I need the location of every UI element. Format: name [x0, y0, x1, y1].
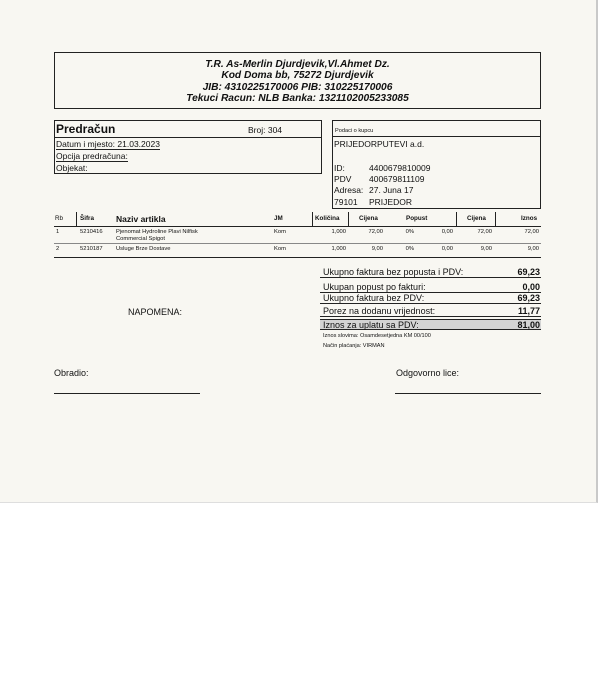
buyer-pdv-value: 400679811109: [369, 174, 425, 184]
total-no-discount-value: 69,23: [517, 267, 540, 277]
row-divider: [54, 243, 541, 244]
col-header-naziv: Naziv artikla: [116, 214, 166, 224]
row-cijena: 9,00: [371, 246, 383, 252]
company-ids: JIB: 4310225170006 PIB: 310225170006: [202, 81, 393, 93]
col-header-rb: Rb: [55, 215, 64, 222]
buyer-id-value: 4400679810009: [369, 163, 431, 173]
col-header-jm: JM: [274, 215, 283, 222]
prepared-by-signature-line: [54, 393, 200, 394]
row-iznos: 72,00: [524, 229, 539, 235]
document-title: Predračun: [56, 122, 116, 136]
total-vat: [320, 306, 541, 317]
buyer-postal: 79101: [334, 197, 358, 207]
table-bottom-divider: [54, 257, 541, 258]
document-option: Opcija predračuna:: [56, 151, 128, 161]
row-rb: 1: [56, 229, 60, 235]
buyer-caption: Podaci o kupcu: [335, 128, 374, 134]
total-discount-value: 0,00: [522, 282, 540, 292]
total-no-vat-value: 69,23: [517, 293, 540, 303]
col-header-popust: Popust: [406, 215, 428, 222]
company-name: T.R. As-Merlin Djurdjevik,Vl.Ahmet Dz.: [205, 59, 390, 70]
total-discount-label: Ukupan popust po fakturi:: [323, 282, 426, 292]
table-header-divider: [54, 226, 541, 227]
row-sifra: 5210416: [80, 229, 103, 235]
row-sifra: 5210187: [80, 246, 103, 252]
document-date-place: Datum i mjesto: 21.03.2023: [56, 139, 160, 149]
row-naziv: Usluge Brze Dostave: [116, 246, 171, 252]
col-header-cijena: Cijena: [348, 212, 378, 226]
buyer-name: PRIJEDORPUTEVI a.d.: [334, 139, 425, 149]
responsible-signature-line: [395, 393, 541, 394]
row-cijena2: 9,00: [480, 246, 492, 252]
row-popust-value: 0,00: [441, 229, 453, 235]
company-bank: Tekuci Racun: NLB Banka: 1321102005233085: [186, 92, 409, 104]
row-iznos: 9,00: [527, 246, 539, 252]
total-no-discount: [320, 267, 541, 278]
document-number: Broj: 304: [248, 125, 283, 135]
company-header: [54, 52, 541, 109]
row-popust-pct: 0%: [405, 229, 414, 235]
row-jm: Kom: [274, 229, 286, 235]
col-header-kolicina: Količina: [312, 212, 340, 226]
row-cijena2: 72,00: [477, 229, 492, 235]
note-label: NAPOMENA:: [128, 307, 183, 317]
responsible-person-label: Odgovorno lice:: [396, 368, 460, 378]
row-naziv: Pjenomat Hydroline Plavi Nilfisk: [116, 229, 198, 235]
col-header-sifra: Šifra: [76, 212, 94, 226]
buyer-address-label: Adresa:: [334, 185, 364, 195]
total-no-discount-label: Ukupno faktura bez popusta i PDV:: [323, 267, 464, 277]
row-kolicina: 1,000: [331, 246, 346, 252]
row-kolicina: 1,000: [331, 229, 346, 235]
total-vat-label: Porez na dodanu vrijednost:: [323, 306, 436, 316]
amount-in-words: Iznos slovima: Osamdesetjedna KM 00/100: [323, 333, 431, 339]
col-header-iznos: Iznos: [495, 212, 537, 226]
total-vat-value: 11,77: [517, 306, 540, 316]
payment-method: Način plaćanja: VIRMAN: [323, 343, 385, 349]
divider: [54, 137, 322, 138]
row-popust-value: 0,00: [441, 246, 453, 252]
total-no-vat: [320, 293, 541, 304]
col-header-cijena2: Cijena: [456, 212, 486, 226]
divider: [332, 136, 541, 137]
prepared-by-label: Obradio:: [54, 368, 89, 378]
total-no-vat-label: Ukupno faktura bez PDV:: [323, 293, 425, 303]
row-jm: Kom: [274, 246, 286, 252]
document-object: Objekat:: [56, 163, 88, 173]
buyer-city: PRIJEDOR: [369, 197, 412, 207]
row-rb: 2: [56, 246, 60, 252]
row-cijena: 72,00: [368, 229, 383, 235]
row-popust-pct: 0%: [405, 246, 414, 252]
total-payable-label: Iznos za uplatu sa PDV:: [323, 320, 419, 330]
total-discount: [320, 282, 541, 293]
row-naziv-continued: Commercial Spigot: [116, 236, 165, 242]
total-payable: [320, 319, 541, 330]
buyer-pdv-label: PDV: [334, 174, 352, 184]
buyer-address-value: 27. Juna 17: [369, 185, 414, 195]
total-payable-value: 81,00: [517, 320, 540, 330]
company-address: Kod Doma bb, 75272 Djurdjevik: [221, 70, 374, 82]
buyer-id-label: ID:: [334, 163, 345, 173]
